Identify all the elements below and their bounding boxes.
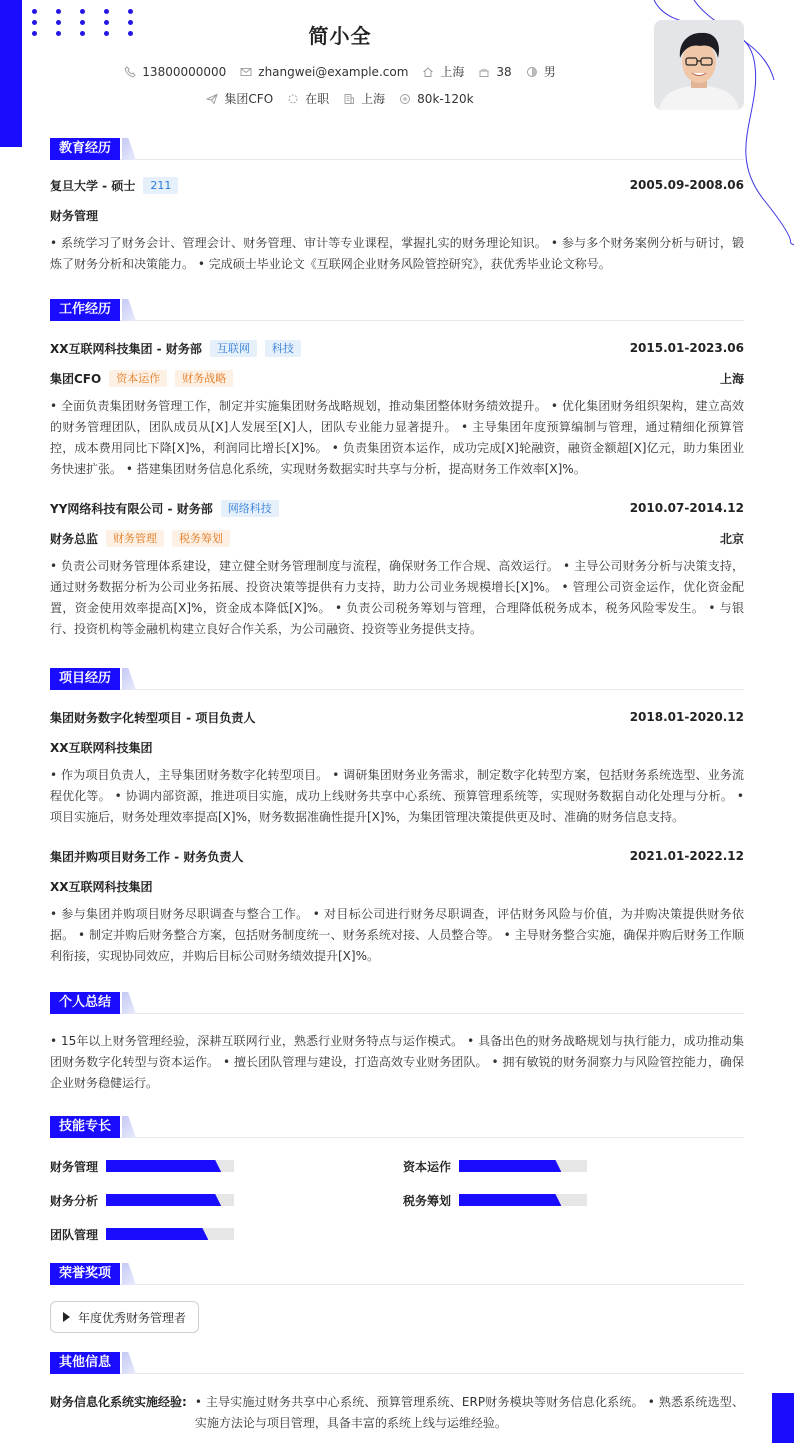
work-date: 2015.01-2023.06 bbox=[629, 341, 744, 355]
mail-icon bbox=[240, 66, 252, 78]
project-name: 集团财务数字化转型项目 - 项目负责人 bbox=[50, 710, 256, 725]
skill-name: 团队管理 bbox=[50, 1227, 99, 1242]
skill-tag: 财务管理 bbox=[106, 530, 164, 547]
gender-text: 男 bbox=[543, 65, 556, 79]
skill-item bbox=[403, 1192, 587, 1208]
section-header bbox=[50, 668, 744, 690]
project-org: XX互联网科技集团 bbox=[50, 879, 153, 894]
work-description: • 负责公司财务管理体系建设，建立健全财务管理制度与流程，确保财务工作合规、高效运行。 • 主导公司财务分析与决策支持，通过财务数据分析为公司业务拓展、投资决策等提供有力支持，助力公司业务规模增长[X]%。 • 管理公司资金运作，优化资金配置，资金使用效率提高[X]%，资金成本降低[X]%。 • 负责公司税务筹划与管理，合理降低税务成本，税务风险零发生。 • 与银行、投资机构等金融机构建立良好合作关系，为公司融资、投资等业务提供支持。 bbox=[50, 559, 744, 636]
skill-item bbox=[50, 1226, 234, 1242]
summary-description: • 15年以上财务管理经验，深耕互联网行业，熟悉行业财务特点与运作模式。 • 具备出色的财务战略规划与执行能力，成功推动集团财务数字化转型与资本运作。 • 擅长团队管理与建设，打造高效专业财务团队。 • 拥有敏锐的财务洞察力与风险管控能力，确保企业财务稳健运行。 bbox=[50, 1034, 744, 1090]
location-text: 上海 bbox=[440, 65, 465, 79]
project-description: • 参与集团并购项目财务尽职调查与整合工作。 • 对目标公司进行财务尽职调查，评估财务风险与价值，为并购决策提供财务依据。 • 制定并购后财务整合方案，包括财务制度统一、财务系统对接、人员整合等。 • 主导财务整合实施，确保并购后财务工作顺利衔接，实现协同效应，并购后目标公司财务绩效提升[X]%。 bbox=[50, 907, 744, 963]
section-title: 其他信息 bbox=[50, 1352, 120, 1374]
skill-bar-fill bbox=[459, 1194, 561, 1206]
contact-row bbox=[0, 63, 680, 80]
skill-bar bbox=[459, 1160, 587, 1172]
salary-icon bbox=[399, 93, 411, 105]
section-header bbox=[50, 1116, 744, 1138]
location-item bbox=[422, 63, 464, 80]
skill-name: 税务筹划 bbox=[403, 1193, 452, 1208]
job-title: 财务总监 bbox=[50, 531, 99, 546]
other-section bbox=[50, 1352, 744, 1374]
section-header bbox=[50, 992, 744, 1014]
award-item[interactable] bbox=[50, 1301, 199, 1333]
work-role-row bbox=[50, 528, 744, 548]
section-title: 荣誉奖项 bbox=[50, 1263, 120, 1285]
summary-section bbox=[50, 992, 744, 1094]
salary-text: 80k-120k bbox=[417, 91, 474, 106]
target-city-item bbox=[343, 90, 385, 107]
work-date: 2010.07-2014.12 bbox=[629, 501, 744, 515]
section-title-tail bbox=[122, 668, 136, 690]
skills-section bbox=[50, 1116, 744, 1138]
project-entry-header bbox=[50, 707, 744, 727]
skill-bar-fill bbox=[459, 1160, 561, 1172]
work-entry-header bbox=[50, 498, 744, 518]
job-row bbox=[0, 90, 680, 107]
phone-icon bbox=[124, 66, 136, 78]
age-item bbox=[478, 65, 511, 79]
age-icon bbox=[478, 66, 490, 78]
email-text: zhangwei@example.com bbox=[258, 64, 409, 79]
skill-item bbox=[403, 1158, 587, 1174]
job-title: 集团CFO bbox=[50, 371, 102, 386]
project-org: XX互联网科技集团 bbox=[50, 740, 153, 755]
target-position-text: 集团CFO bbox=[224, 92, 274, 106]
industry-tag: 科技 bbox=[265, 340, 301, 357]
phone-item bbox=[124, 65, 226, 79]
work-description: • 全面负责集团财务管理工作，制定并实施集团财务战略规划，推动集团整体财务绩效提升。 • 优化集团财务组织架构，建立高效的财务管理团队，团队成员从[X]人发展至[X]人，团队专业能力显著提升。 • 主导集团年度预算编制与管理，通过精细化预算管控，成本费用同比下降[X]%，利润同比增长[X]%。 • 负责集团资本运作，成功完成[X]轮融资，融资金额超[X]亿元，助力集团业务快速扩张。 • 搭建集团财务信息化系统，实现财务数据实时共享与分析，提高财务工作效率[X]%。 bbox=[50, 399, 744, 476]
phone-text: 13800000000 bbox=[142, 64, 227, 79]
target-position-item bbox=[206, 90, 273, 107]
section-header bbox=[50, 1352, 744, 1374]
company-dept: YY网络科技有限公司 - 财务部 bbox=[50, 501, 213, 516]
send-icon bbox=[206, 93, 218, 105]
skill-bar-fill bbox=[106, 1228, 208, 1240]
other-info-label: 财务信息化系统实施经验: bbox=[50, 1395, 187, 1409]
candidate-name: 简小全 bbox=[308, 24, 372, 48]
project-org-row bbox=[50, 737, 744, 757]
projects-section bbox=[50, 668, 744, 967]
industry-tag: 互联网 bbox=[210, 340, 257, 357]
section-header bbox=[50, 299, 744, 321]
building-icon bbox=[343, 93, 355, 105]
play-icon bbox=[63, 1312, 70, 1322]
award-name: 年度优秀财务管理者 bbox=[78, 1310, 187, 1325]
major: 财务管理 bbox=[50, 208, 99, 223]
other-info-item bbox=[50, 1392, 744, 1434]
skill-bar bbox=[106, 1194, 234, 1206]
employment-status-text: 在职 bbox=[305, 92, 330, 106]
section-title: 教育经历 bbox=[50, 138, 120, 160]
skill-bar bbox=[459, 1194, 587, 1206]
gender-icon bbox=[526, 66, 538, 78]
work-entry-header bbox=[50, 338, 744, 358]
employment-status-item bbox=[287, 90, 329, 107]
age-text: 38 bbox=[496, 64, 512, 79]
email-item bbox=[240, 65, 408, 79]
school-degree: 复旦大学 - 硕士 bbox=[50, 178, 136, 193]
section-title-tail bbox=[122, 1116, 136, 1138]
honors-section bbox=[50, 1263, 744, 1285]
project-name: 集团并购项目财务工作 - 财务负责人 bbox=[50, 849, 244, 864]
skill-bar-fill bbox=[106, 1160, 221, 1172]
skill-tag: 财务战略 bbox=[175, 370, 233, 387]
company-dept: XX互联网科技集团 - 财务部 bbox=[50, 341, 202, 356]
project-entry-header bbox=[50, 846, 744, 866]
skill-bar bbox=[106, 1228, 234, 1240]
education-date: 2005.09-2008.06 bbox=[629, 178, 744, 192]
profile-photo bbox=[654, 20, 744, 110]
work-section bbox=[50, 299, 744, 640]
section-title: 技能专长 bbox=[50, 1116, 120, 1138]
project-date: 2018.01-2020.12 bbox=[629, 710, 744, 724]
section-title-tail bbox=[122, 299, 136, 321]
status-icon bbox=[287, 93, 299, 105]
school-tag: 211 bbox=[143, 177, 178, 194]
education-description: • 系统学习了财务会计、管理会计、财务管理、审计等专业课程，掌握扎实的财务理论知识。 • 参与多个财务案例分析与研讨，锻炼了财务分析和决策能力。 • 完成硕士毕业论文《互联网企业财务风险管控研究》，获优秀毕业论文称号。 bbox=[50, 236, 744, 271]
section-header bbox=[50, 138, 744, 160]
section-title: 项目经历 bbox=[50, 668, 120, 690]
skill-name: 财务管理 bbox=[50, 1159, 99, 1174]
skill-name: 资本运作 bbox=[403, 1159, 452, 1174]
education-major-row bbox=[50, 205, 744, 225]
project-org-row bbox=[50, 876, 744, 896]
work-city: 北京 bbox=[719, 531, 744, 546]
section-title: 工作经历 bbox=[50, 299, 120, 321]
project-description: • 作为项目负责人，主导集团财务数字化转型项目。 • 调研集团财务业务需求，制定数字化转型方案，包括财务系统选型、业务流程优化等。 • 协调内部资源，推进项目实施，成功上线财务共享中心系统、预算管理系统等，实现财务数据自动化处理与分析。 • 项目实施后，财务处理效率提高[X]%，财务数据准确性提升[X]%，为集团管理决策提供更及时、准确的财务信息支持。 bbox=[50, 768, 744, 824]
skill-item bbox=[50, 1158, 234, 1174]
section-header bbox=[50, 1263, 744, 1285]
section-title-tail bbox=[122, 1352, 136, 1374]
section-title-tail bbox=[122, 138, 136, 160]
education-section bbox=[50, 138, 744, 275]
work-role-row bbox=[50, 368, 744, 388]
salary-item bbox=[399, 92, 473, 106]
other-info-text: • 主导实施过财务共享中心系统、预算管理系统、ERP财务模块等财务信息化系统。 • 熟悉系统选型、实施方法论与项目管理，具备丰富的系统上线与运维经验。 bbox=[194, 1395, 744, 1430]
section-title-tail bbox=[122, 992, 136, 1014]
industry-tag: 网络科技 bbox=[221, 500, 279, 517]
skill-name: 财务分析 bbox=[50, 1193, 99, 1208]
project-date: 2021.01-2022.12 bbox=[629, 849, 744, 863]
resume-header bbox=[0, 0, 794, 130]
gender-item bbox=[526, 63, 556, 80]
education-entry-header bbox=[50, 175, 744, 195]
work-city: 上海 bbox=[719, 371, 744, 386]
skill-bar-fill bbox=[106, 1194, 221, 1206]
section-title-tail bbox=[122, 1263, 136, 1285]
skill-tag: 资本运作 bbox=[109, 370, 167, 387]
right-accent-bar bbox=[772, 1393, 794, 1443]
target-city-text: 上海 bbox=[361, 92, 386, 106]
skill-bar bbox=[106, 1160, 234, 1172]
skill-tag: 税务筹划 bbox=[172, 530, 230, 547]
home-icon bbox=[422, 66, 434, 78]
skill-item bbox=[50, 1192, 234, 1208]
section-title: 个人总结 bbox=[50, 992, 120, 1014]
